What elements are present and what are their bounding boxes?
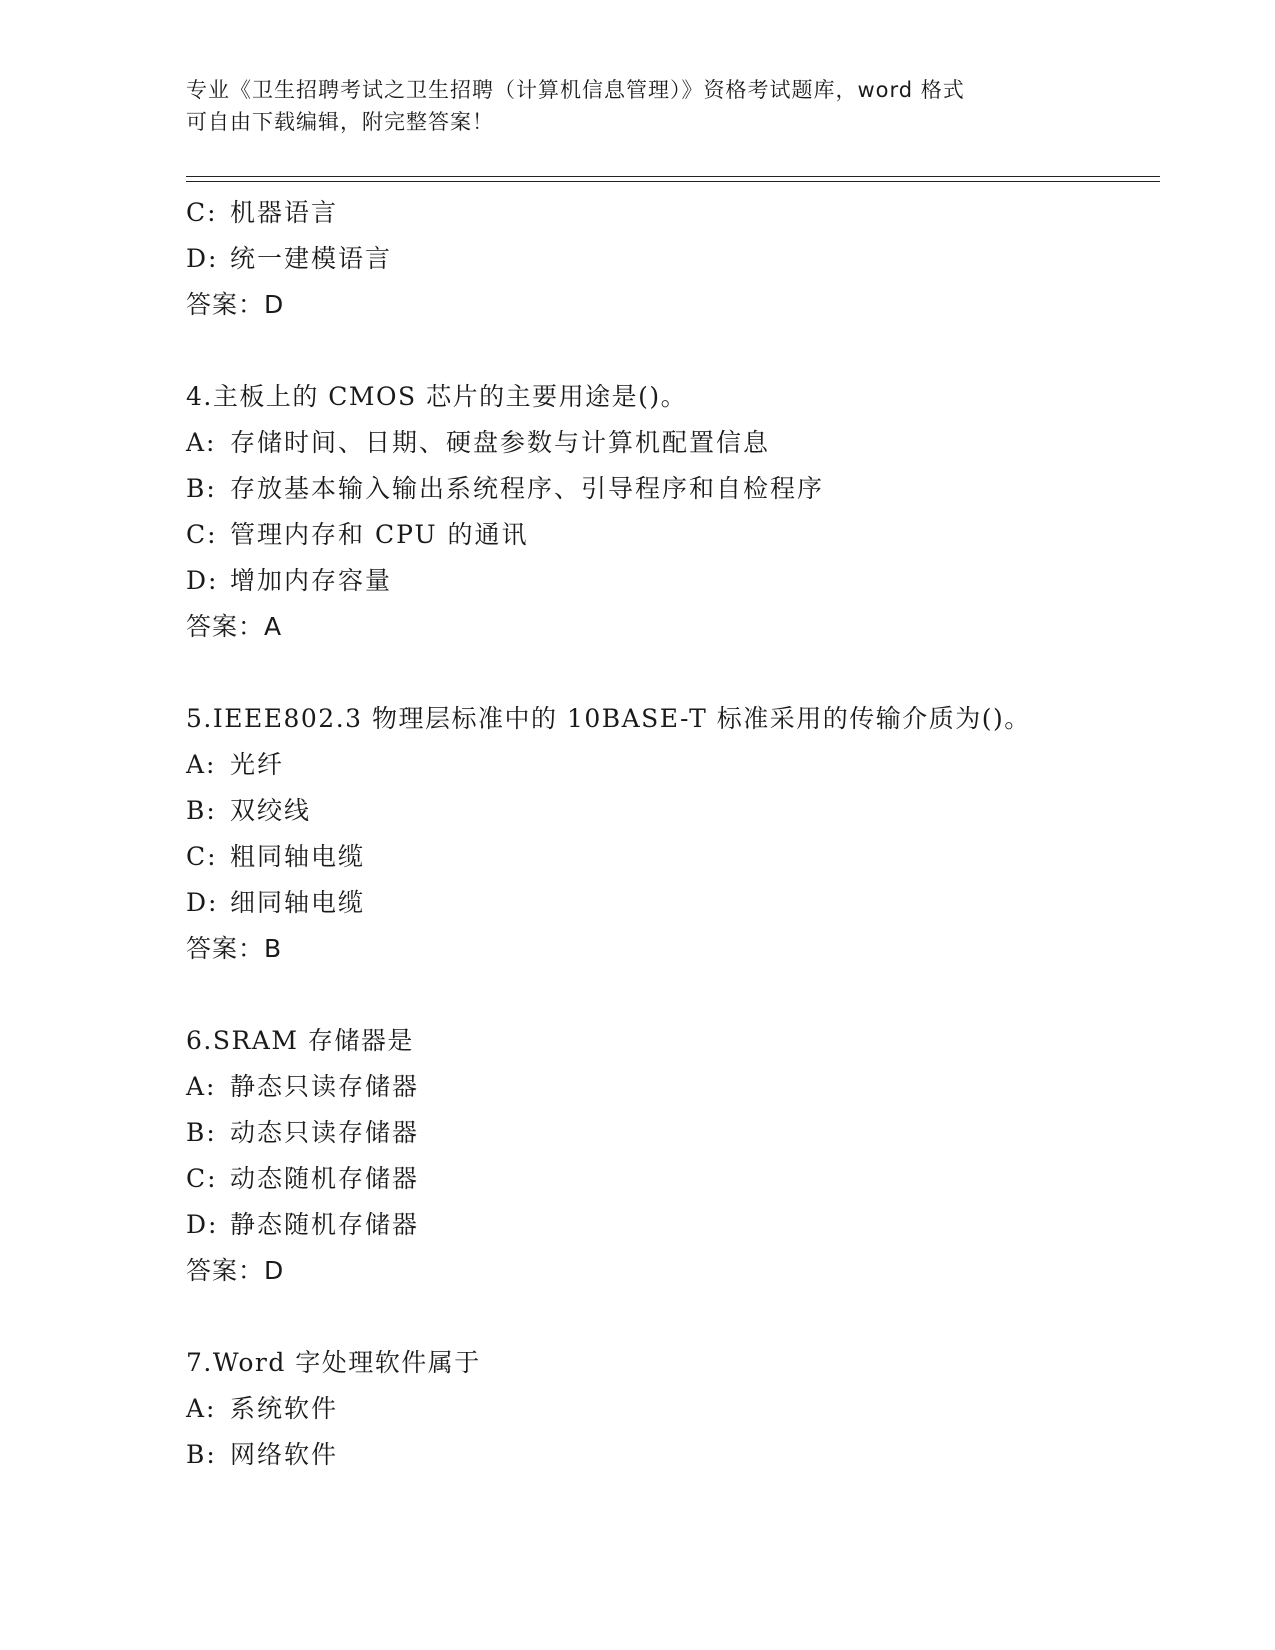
option-c xyxy=(186,190,1146,236)
option-text: 静态只读存储器 xyxy=(230,1072,420,1101)
question-stem: 6.SRAM 存储器是 xyxy=(186,1026,414,1055)
header-divider-bottom xyxy=(186,181,1160,182)
option-d xyxy=(186,880,1146,926)
question-5 xyxy=(186,696,1146,972)
option-text: 增加内存容量 xyxy=(230,566,393,595)
option-label: B: xyxy=(186,1440,217,1469)
option-label: D: xyxy=(186,888,219,917)
header-line-1: 专业《卫生招聘考试之卫生招聘（计算机信息管理）》资格考试题库，word 格式 xyxy=(186,78,965,102)
option-c xyxy=(186,512,1146,558)
question-3-continuation xyxy=(186,190,1146,328)
spacer xyxy=(186,328,1146,374)
option-label: C: xyxy=(186,1164,218,1193)
option-text: 双绞线 xyxy=(230,796,312,825)
option-label: C: xyxy=(186,842,218,871)
option-label: C: xyxy=(186,520,218,549)
option-a xyxy=(186,742,1146,788)
option-label: D: xyxy=(186,1210,219,1239)
option-text: 动态只读存储器 xyxy=(230,1118,420,1147)
option-label: A: xyxy=(186,1072,217,1101)
option-label: A: xyxy=(186,1394,217,1423)
header-line-2: 可自由下载编辑，附完整答案！ xyxy=(186,110,494,134)
spacer xyxy=(186,650,1146,696)
option-label: B: xyxy=(186,474,217,503)
answer-line: 答案：A xyxy=(186,612,283,641)
question-4 xyxy=(186,374,1146,650)
option-label: A: xyxy=(186,428,217,457)
option-text: 存储时间、日期、硬盘参数与计算机配置信息 xyxy=(230,428,771,457)
option-c xyxy=(186,834,1146,880)
question-stem: 5.IEEE802.3 物理层标准中的 10BASE-T 标准采用的传输介质为()。 xyxy=(186,704,1031,733)
option-d xyxy=(186,236,1146,282)
option-a xyxy=(186,1386,1146,1432)
option-d xyxy=(186,558,1146,604)
option-text: 动态随机存储器 xyxy=(230,1164,420,1193)
option-text: 静态随机存储器 xyxy=(230,1210,420,1239)
document-header xyxy=(186,74,1066,138)
answer-line: 答案：D xyxy=(186,1256,285,1285)
option-text: 粗同轴电缆 xyxy=(230,842,366,871)
option-label: D: xyxy=(186,244,219,273)
option-label: B: xyxy=(186,1118,217,1147)
option-b xyxy=(186,788,1146,834)
question-6 xyxy=(186,1018,1146,1294)
option-label: C: xyxy=(186,198,218,227)
option-label: A: xyxy=(186,750,217,779)
answer-line: 答案：D xyxy=(186,290,285,319)
option-text: 网络软件 xyxy=(230,1440,339,1469)
option-c xyxy=(186,1156,1146,1202)
spacer xyxy=(186,972,1146,1018)
option-b xyxy=(186,1110,1146,1156)
option-text: 管理内存和 CPU 的通讯 xyxy=(230,520,529,549)
option-text: 系统软件 xyxy=(230,1394,339,1423)
option-label: B: xyxy=(186,796,217,825)
question-list xyxy=(186,190,1146,1478)
option-a xyxy=(186,420,1146,466)
option-text: 细同轴电缆 xyxy=(230,888,366,917)
question-7 xyxy=(186,1340,1146,1478)
option-text: 统一建模语言 xyxy=(230,244,393,273)
spacer xyxy=(186,1294,1146,1340)
option-text: 存放基本输入输出系统程序、引导程序和自检程序 xyxy=(230,474,825,503)
option-label: D: xyxy=(186,566,219,595)
option-text: 光纤 xyxy=(230,750,285,779)
option-text: 机器语言 xyxy=(230,198,339,227)
header-divider-top xyxy=(186,176,1160,177)
answer-line: 答案：B xyxy=(186,934,283,963)
option-b xyxy=(186,1432,1146,1478)
option-a xyxy=(186,1064,1146,1110)
option-d xyxy=(186,1202,1146,1248)
question-stem: 4.主板上的 CMOS 芯片的主要用途是()。 xyxy=(186,382,688,411)
question-stem: 7.Word 字处理软件属于 xyxy=(186,1348,481,1377)
option-b xyxy=(186,466,1146,512)
